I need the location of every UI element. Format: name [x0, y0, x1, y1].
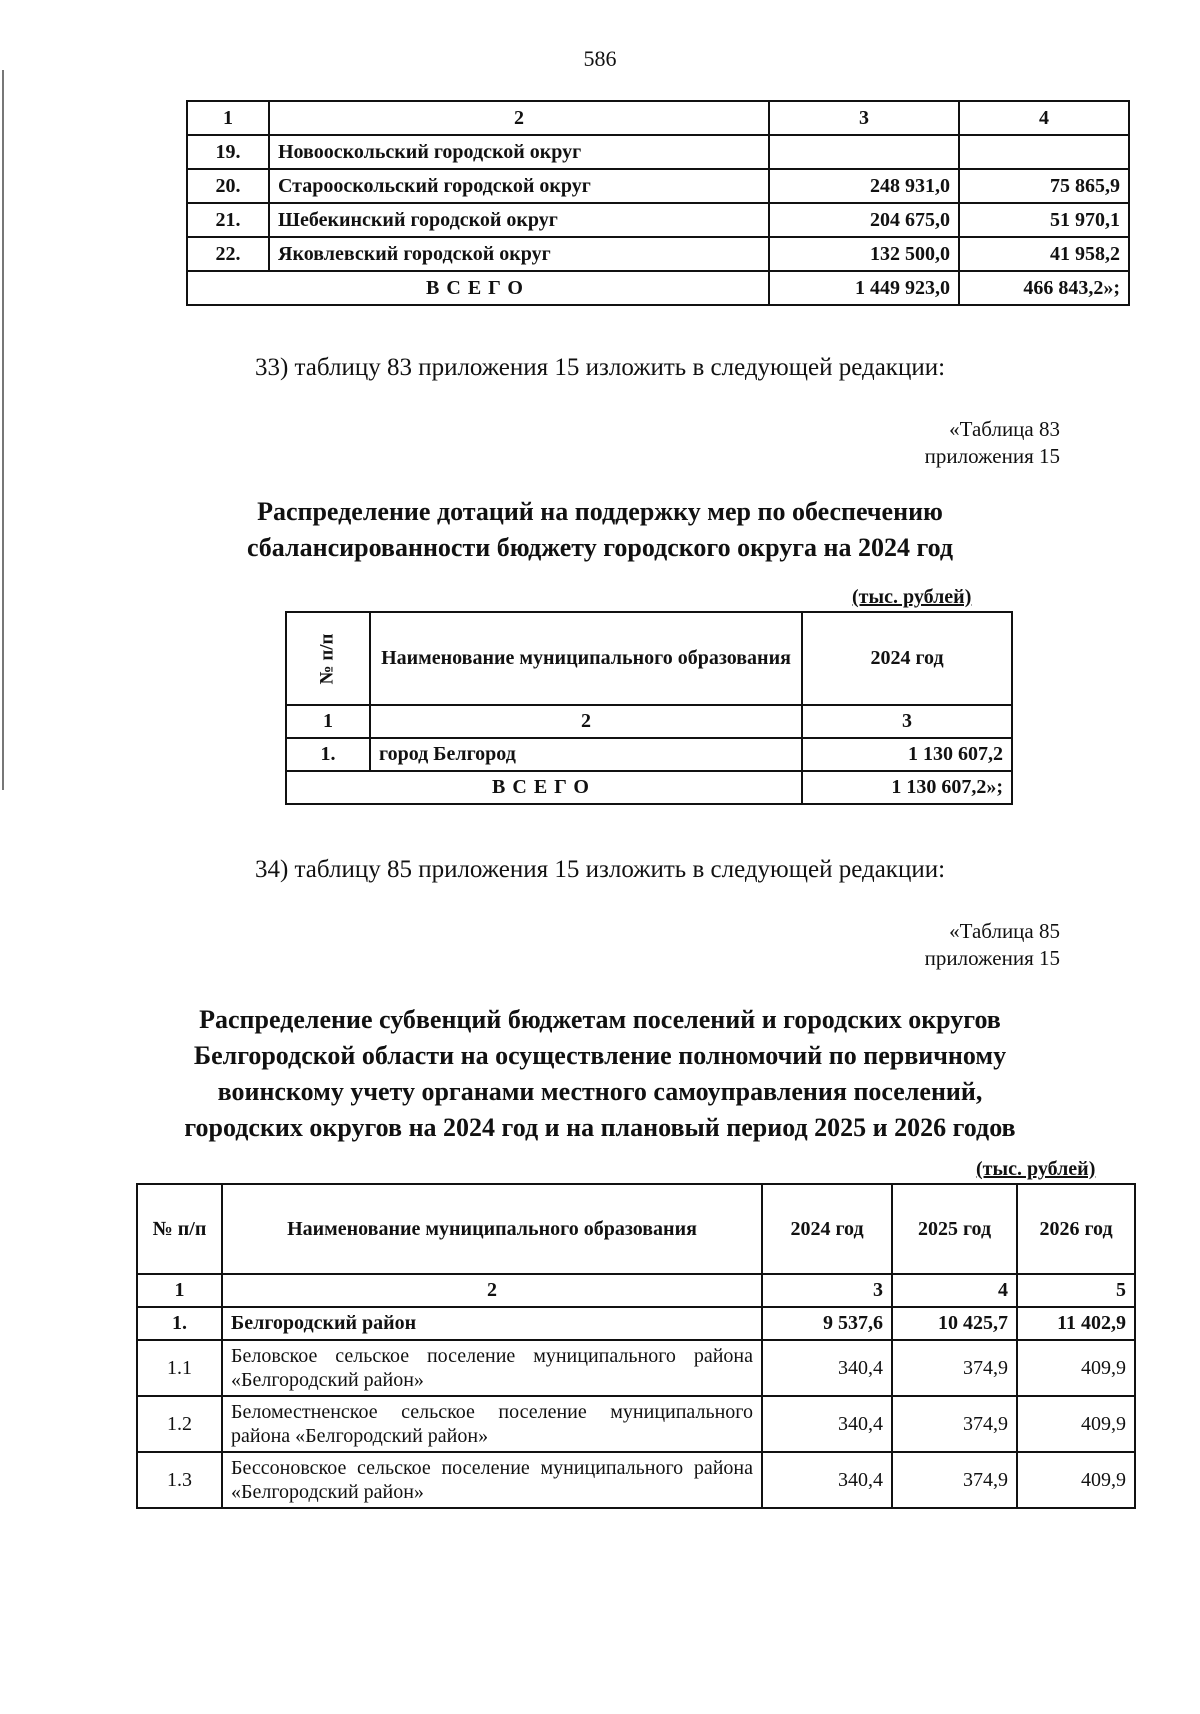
- row-value-1: 132 500,0: [769, 237, 959, 271]
- table83-ref-line-2: приложения 15: [924, 444, 1060, 468]
- table-row: [187, 237, 1129, 271]
- table83-reference: [880, 416, 1060, 470]
- index-cell: 1: [137, 1274, 222, 1307]
- index-cell: 4: [959, 101, 1129, 135]
- table85: [136, 1183, 1136, 1509]
- header-2024: 2024 год: [762, 1184, 892, 1274]
- amendment-34: 34) таблицу 85 приложения 15 изложить в следующей редакции:: [254, 856, 946, 883]
- table-row: [137, 1452, 1135, 1508]
- row-name: Бессоновское сельское поселение муниципального района «Белгородский район»: [222, 1452, 762, 1508]
- index-cell: 4: [892, 1274, 1017, 1307]
- row-number: 22.: [187, 237, 269, 271]
- row-value-2: [959, 135, 1129, 169]
- header-num: [286, 612, 370, 705]
- table83-unit: (тыс. рублей): [852, 586, 972, 608]
- header-num: № п/п: [137, 1184, 222, 1274]
- table83-title-line-2: сбалансированности бюджету городского округа на 2024 год: [246, 533, 954, 562]
- index-cell: 3: [762, 1274, 892, 1307]
- table83-header-row: [286, 612, 1012, 705]
- total-value-2: 466 843,2»;: [959, 271, 1129, 305]
- table85-title-line-3: воинскому учету органами местного самоуправления поселений,: [217, 1077, 983, 1106]
- row-value-2: 75 865,9: [959, 169, 1129, 203]
- index-cell: 5: [1017, 1274, 1135, 1307]
- table85-ref-line-2: приложения 15: [924, 946, 1060, 970]
- row-2026: 409,9: [1017, 1396, 1135, 1452]
- table-row: [187, 203, 1129, 237]
- page-number: 586: [583, 46, 617, 71]
- table85-ref-line-1: «Таблица 85: [949, 919, 1060, 943]
- row-name: Шебекинский городской округ: [269, 203, 769, 237]
- amendment-33: 33) таблицу 83 приложения 15 изложить в следующей редакции:: [254, 354, 946, 381]
- row-name: Беловское сельское поселение муниципального района «Белгородский район»: [222, 1340, 762, 1396]
- row-value-1: [769, 135, 959, 169]
- row-name: город Белгород: [370, 738, 802, 771]
- table83: [285, 611, 1013, 805]
- row-2024: 340,4: [762, 1452, 892, 1508]
- table85-title: [0, 1002, 1200, 1146]
- index-cell: 2: [370, 705, 802, 738]
- row-number: 1.: [137, 1307, 222, 1340]
- row-2024: 9 537,6: [762, 1307, 892, 1340]
- table85-reference: [880, 918, 1060, 972]
- total-label: ВСЕГО: [187, 271, 769, 305]
- total-row: [286, 771, 1012, 804]
- row-2024: 340,4: [762, 1396, 892, 1452]
- header-name: Наименование муниципального образования: [370, 612, 802, 705]
- table83-title: [0, 494, 1200, 566]
- index-cell: 1: [286, 705, 370, 738]
- table85-title-line-2: Белгородской области на осуществление полномочий по первичному: [193, 1041, 1007, 1070]
- index-cell: 1: [187, 101, 269, 135]
- row-2025: 374,9: [892, 1452, 1017, 1508]
- row-number: 20.: [187, 169, 269, 203]
- header-2025: 2025 год: [892, 1184, 1017, 1274]
- total-value-1: 1 449 923,0: [769, 271, 959, 305]
- index-cell: 2: [222, 1274, 762, 1307]
- row-number: 19.: [187, 135, 269, 169]
- total-label: ВСЕГО: [286, 771, 802, 804]
- index-cell: 3: [802, 705, 1012, 738]
- table83-title-line-1: Распределение дотаций на поддержку мер по обеспечению: [257, 497, 943, 526]
- total-row: [187, 271, 1129, 305]
- row-value-2: 51 970,1: [959, 203, 1129, 237]
- total-value: 1 130 607,2»;: [802, 771, 1012, 804]
- row-value: 1 130 607,2: [802, 738, 1012, 771]
- index-cell: 3: [769, 101, 959, 135]
- header-2026: 2026 год: [1017, 1184, 1135, 1274]
- table-row: [137, 1396, 1135, 1452]
- row-name: Новооскольский городской округ: [269, 135, 769, 169]
- header-num-text: № п/п: [317, 633, 338, 685]
- district-row: [137, 1307, 1135, 1340]
- row-number: 1.3: [137, 1452, 222, 1508]
- row-number: 1.1: [137, 1340, 222, 1396]
- row-value-1: 204 675,0: [769, 203, 959, 237]
- table83-ref-line-1: «Таблица 83: [949, 417, 1060, 441]
- table85-index-row: [137, 1274, 1135, 1307]
- row-2025: 374,9: [892, 1340, 1017, 1396]
- table85-unit: (тыс. рублей): [976, 1158, 1096, 1180]
- header-year: 2024 год: [802, 612, 1012, 705]
- row-2025: 374,9: [892, 1396, 1017, 1452]
- row-number: 1.: [286, 738, 370, 771]
- table83-index-row: [286, 705, 1012, 738]
- table85-title-line-4: городских округов на 2024 год и на плановый период 2025 и 2026 годов: [184, 1113, 1016, 1142]
- row-number: 1.2: [137, 1396, 222, 1452]
- row-2026: 11 402,9: [1017, 1307, 1135, 1340]
- header-name: Наименование муниципального образования: [222, 1184, 762, 1274]
- table85-title-line-1: Распределение субвенций бюджетам поселений и городских округов: [199, 1005, 1001, 1034]
- row-name: Яковлевский городской округ: [269, 237, 769, 271]
- row-2026: 409,9: [1017, 1452, 1135, 1508]
- row-2025: 10 425,7: [892, 1307, 1017, 1340]
- row-number: 21.: [187, 203, 269, 237]
- table-row: [187, 169, 1129, 203]
- continued-table: [186, 100, 1130, 306]
- table-row: [187, 135, 1129, 169]
- table-row: [137, 1340, 1135, 1396]
- row-value-2: 41 958,2: [959, 237, 1129, 271]
- row-value-1: 248 931,0: [769, 169, 959, 203]
- row-2024: 340,4: [762, 1340, 892, 1396]
- index-cell: 2: [269, 101, 769, 135]
- row-name: Беломестненское сельское поселение муниципального района «Белгородский район»: [222, 1396, 762, 1452]
- table85-header-row: [137, 1184, 1135, 1274]
- scan-binder-mark: [2, 70, 4, 790]
- row-name: Старооскольский городской округ: [269, 169, 769, 203]
- row-2026: 409,9: [1017, 1340, 1135, 1396]
- table-row: [286, 738, 1012, 771]
- table-index-row: [187, 101, 1129, 135]
- row-name: Белгородский район: [222, 1307, 762, 1340]
